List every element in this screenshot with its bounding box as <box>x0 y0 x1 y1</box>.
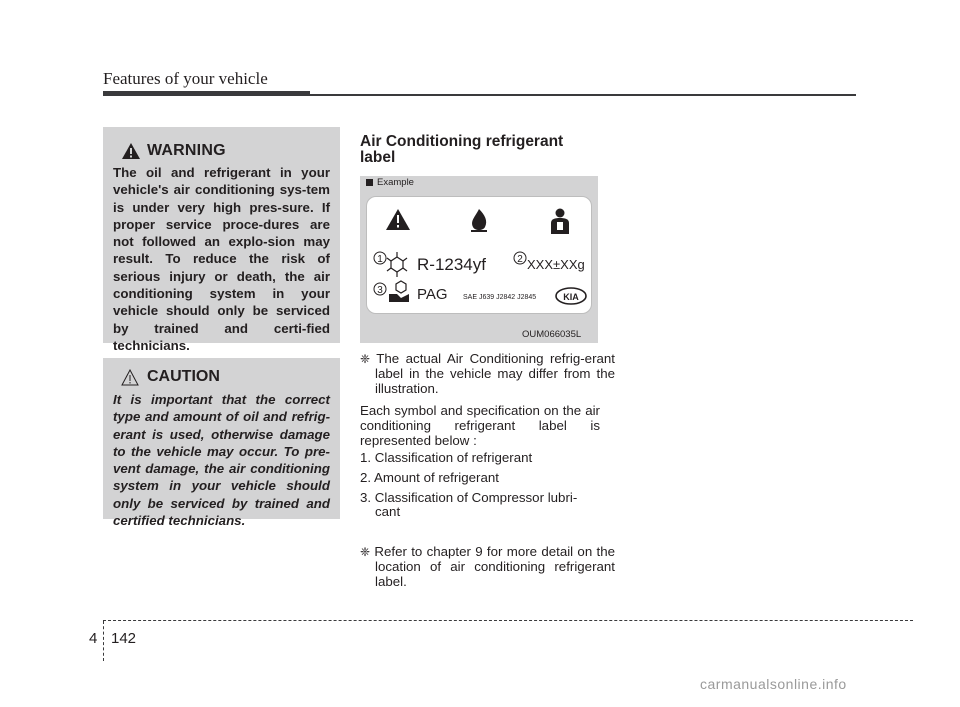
kia-logo-text: KIA <box>563 292 579 302</box>
page-header-title: Features of your vehicle <box>103 69 268 88</box>
caution-title: CAUTION <box>147 368 220 385</box>
list-item: 1. Classification of refrigerant <box>360 450 533 465</box>
flammable-icon <box>471 209 487 232</box>
caution-icon <box>121 369 139 386</box>
footer-divider <box>103 621 104 661</box>
header-accent-bar <box>103 91 310 96</box>
warning-icon <box>121 142 141 160</box>
note-illustration <box>360 352 615 396</box>
page-number: 142 <box>111 630 137 647</box>
watermark: carmanualsonline.info <box>700 676 847 692</box>
chapter-number: 4 <box>89 630 98 647</box>
caution-text: It is important that the correct type and amount of oil and refrig-erant is used, otherwise damage to the vehicle may occur. To pre-vent damage, the air conditioning system in your vehicle should only be serviced by trained and certified technicians. <box>113 392 330 529</box>
symbol-list <box>360 451 600 525</box>
footer-rule <box>103 620 913 621</box>
hazard-warning-icon <box>386 209 410 230</box>
figure-code: OUM066035L <box>522 329 582 340</box>
section-title: Air Conditioning refrigerant label <box>360 133 564 166</box>
intro-paragraph: Each symbol and specification on the air conditioning refrigerant label is represented below : <box>360 403 600 448</box>
warning-header <box>121 139 330 163</box>
bullet-square-icon <box>366 179 373 186</box>
note-illustration-text: The actual Air Conditioning refrig-erant label in the vehicle may differ from the illustration. <box>375 351 615 396</box>
note-location <box>360 545 615 589</box>
refrigerant-amount: XXX±XXg <box>527 257 585 272</box>
technician-icon <box>551 209 569 235</box>
refrigerant-symbol-icon <box>387 252 407 277</box>
caution-header <box>121 366 330 388</box>
list-item: 2. Amount of refrigerant <box>360 469 499 485</box>
refrigerant-type: R-1234yf <box>417 255 486 274</box>
figure-example-tag <box>366 177 414 188</box>
note-symbol: ❈ <box>360 352 371 366</box>
warning-text: The oil and refrigerant in your vehicle's air conditioning sys-tem is under very high pres-sure. If proper service proce-dures are not followed an explo-sion may result. To reduce the risk of serious injury or death, the air conditioning system in your vehicle should only be serviced by trained and certi-fied technicians. <box>113 165 330 353</box>
refrigerant-label-graphic <box>367 197 591 313</box>
marker-1: 1 <box>377 254 383 265</box>
sae-standards: SAE J639 J2842 J2845 <box>463 294 537 301</box>
note-symbol: ❈ <box>360 545 371 559</box>
marker-3: 3 <box>377 285 383 296</box>
refrigerant-label-card <box>366 196 592 314</box>
lubricant-type: PAG <box>417 286 448 303</box>
figure-example-label: Example <box>377 177 414 188</box>
warning-title: WARNING <box>147 142 226 159</box>
note-location-text: Refer to chapter 9 for more detail on the location of air conditioning refrigerant label. <box>374 544 616 589</box>
header-rule <box>310 94 856 96</box>
warning-box <box>103 127 340 353</box>
marker-2: 2 <box>517 254 523 265</box>
caution-box <box>103 358 340 529</box>
lubricant-symbol-icon <box>389 281 409 302</box>
list-item: 3. Classification of Compressor lubri-cant <box>360 489 578 520</box>
